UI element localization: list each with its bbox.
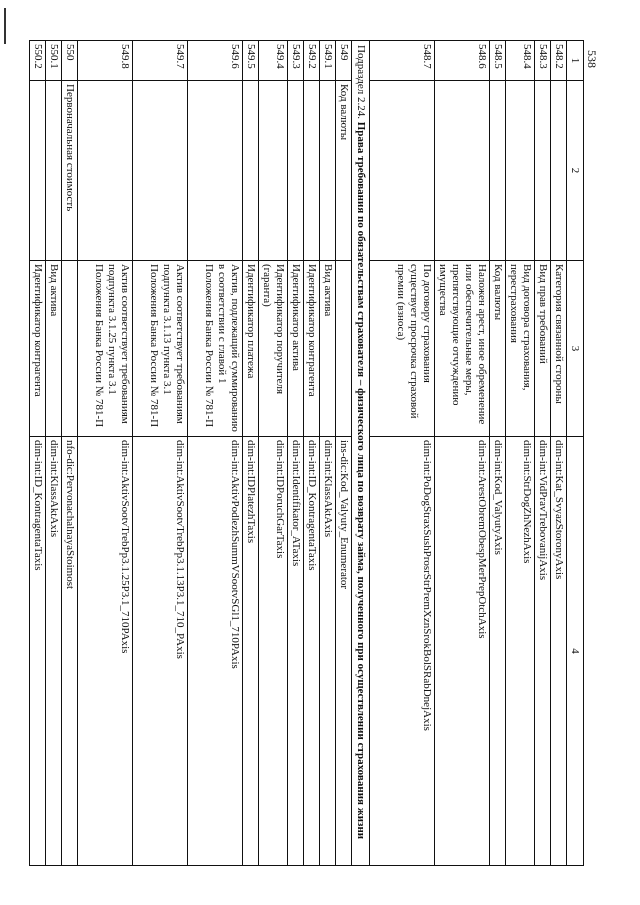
cell-c4: dim-int:VidPravTrebovanijAxis xyxy=(535,437,551,866)
table-row xyxy=(435,41,490,866)
section-title: Права требования по обязательствам страхователя – физического лица по возврату займа, полученного при осуществлении страхования жизни xyxy=(355,121,367,840)
cell-c4: dim-int:PoDogStraxSushProsrStrPremXznSrokBolSRabDnejAxis xyxy=(370,437,435,866)
cell-c1: 550.1 xyxy=(46,41,62,81)
cell-c2 xyxy=(46,81,62,261)
table-body-bottom xyxy=(30,41,352,866)
cell-c4: dim-int:Kod_ValyutyAxis xyxy=(490,437,506,866)
cell-c2 xyxy=(133,81,188,261)
cell-c4: dim-int:KlassAktAxis xyxy=(320,437,336,866)
cell-c4: dim-int:AktivSootvTrebPp3.1.25P3.1_710PAxis xyxy=(78,437,133,866)
cell-c2 xyxy=(30,81,46,261)
col-header-1: 1 xyxy=(567,41,584,81)
col-header-2: 2 xyxy=(567,81,584,261)
cell-c2 xyxy=(288,81,304,261)
cell-c1: 548.4 xyxy=(506,41,535,81)
cell-c2 xyxy=(304,81,320,261)
cell-c3: Вид прав требований xyxy=(535,261,551,437)
cell-c3: Код валюты xyxy=(490,261,506,437)
page-number: 538 xyxy=(585,50,599,68)
cell-c1: 549 xyxy=(336,41,352,81)
cell-c3: Вид актива xyxy=(320,261,336,437)
table-row xyxy=(535,41,551,866)
cell-c1: 549.6 xyxy=(188,41,243,81)
table-row xyxy=(78,41,133,866)
requisites-table xyxy=(29,40,584,866)
cell-c3 xyxy=(62,261,78,437)
cell-c1: 549.2 xyxy=(304,41,320,81)
table-row xyxy=(62,41,78,866)
cell-c3: Актив соответствует требованиям подпункта 3.1.25 пункта 3.1 Положения Банка России № 781-П xyxy=(78,261,133,437)
cell-c4: dim-int:AktivSootvTrebPp3.1.13P3.1_710_PAxis xyxy=(133,437,188,866)
cell-c2: Первоначальная стоимость xyxy=(62,81,78,261)
cell-c1: 550.2 xyxy=(30,41,46,81)
cell-c1: 549.7 xyxy=(133,41,188,81)
cell-c1: 549.1 xyxy=(320,41,336,81)
cell-c3: По договору страхования существует просрочка страховой премии (взноса) xyxy=(370,261,435,437)
cell-c3: Вид актива xyxy=(46,261,62,437)
section-prefix: Подраздел 2.24. xyxy=(355,45,367,122)
cell-c2 xyxy=(435,81,490,261)
table-row xyxy=(288,41,304,866)
cell-c1: 549.8 xyxy=(78,41,133,81)
cell-c3: Идентификатор поручителя (гаранта) xyxy=(259,261,288,437)
cell-c3: Вид договора страхования, перестрахования xyxy=(506,261,535,437)
table-row xyxy=(259,41,288,866)
table-row xyxy=(336,41,352,866)
table-row xyxy=(243,41,259,866)
cell-c4: dim-int:AktivPodlezhSummVSootvSGl1_710PAxis xyxy=(188,437,243,866)
cell-c4: dim-int:Identifikator_ATaxis xyxy=(288,437,304,866)
cell-c3: Идентификатор платежа xyxy=(243,261,259,437)
cell-c2 xyxy=(188,81,243,261)
cell-c4: dim-int:StrDogZhNezhAxis xyxy=(506,437,535,866)
table-row xyxy=(46,41,62,866)
cell-c3: Категория связанной стороны xyxy=(551,261,567,437)
cell-c2 xyxy=(259,81,288,261)
table-row xyxy=(506,41,535,866)
cell-c4: dim-int:ID_KontragentaTaxis xyxy=(30,437,46,866)
cell-c4: dim-int:IDPlatezhTaxis xyxy=(243,437,259,866)
cell-c2 xyxy=(506,81,535,261)
table-row xyxy=(30,41,46,866)
cell-c2: Код валюты xyxy=(336,81,352,261)
cell-c2 xyxy=(78,81,133,261)
margin-bar xyxy=(4,8,6,44)
cell-c1: 548.2 xyxy=(551,41,567,81)
table-row xyxy=(490,41,506,866)
cell-c3: Идентификатор контрагента xyxy=(30,261,46,437)
cell-c2 xyxy=(320,81,336,261)
cell-c1: 550 xyxy=(62,41,78,81)
section-body xyxy=(352,41,370,866)
table-row xyxy=(133,41,188,866)
table-row xyxy=(188,41,243,866)
cell-c4: dim-int:IDPoruchGarTaxis xyxy=(259,437,288,866)
header-row xyxy=(567,41,584,866)
cell-c1: 549.4 xyxy=(259,41,288,81)
rotated-page xyxy=(32,40,584,865)
section-row xyxy=(352,41,370,866)
table-row xyxy=(304,41,320,866)
cell-c1: 549.5 xyxy=(243,41,259,81)
cell-c2 xyxy=(243,81,259,261)
cell-c1: 549.3 xyxy=(288,41,304,81)
cell-c3: Идентификатор актива xyxy=(288,261,304,437)
cell-c3: Актив соответствует требованиям подпункта 3.1.13 пункта 3.1 Положения Банка России № 781-П xyxy=(133,261,188,437)
cell-c4: ins-dic:Kod_Valyuty_Enumerator xyxy=(336,437,352,866)
cell-c4: dim-int:KlassAktAxis xyxy=(46,437,62,866)
cell-c4: dim-int:ID_KontragentaTaxis xyxy=(304,437,320,866)
cell-c2 xyxy=(535,81,551,261)
cell-c3: Идентификатор контрагента xyxy=(304,261,320,437)
cell-c1: 548.3 xyxy=(535,41,551,81)
cell-c4: dim-int:ArestObremObespMerPrepOtchAxis xyxy=(435,437,490,866)
cell-c2 xyxy=(490,81,506,261)
cell-c4: nfo-dic:PervonachalnayaStoimost xyxy=(62,437,78,866)
cell-c2 xyxy=(551,81,567,261)
table-body-top xyxy=(370,41,584,866)
cell-c2 xyxy=(370,81,435,261)
table-row xyxy=(370,41,435,866)
cell-c3: Наложен арест, иное обременение или обеспечительные меры, препятствующие отчуждению имущества xyxy=(435,261,490,437)
cell-c3: Актив, подлежащий суммированию в соответствии с главой 1 Положения Банка России № 781-П xyxy=(188,261,243,437)
table-row xyxy=(551,41,567,866)
section-heading xyxy=(352,41,370,866)
cell-c1: 548.5 xyxy=(490,41,506,81)
cell-c4: dim-int:Kat_SvyazStoronyAxis xyxy=(551,437,567,866)
cell-c1: 548.6 xyxy=(435,41,490,81)
table-row xyxy=(320,41,336,866)
cell-c3 xyxy=(336,261,352,437)
cell-c1: 548.7 xyxy=(370,41,435,81)
col-header-4: 4 xyxy=(567,437,584,866)
col-header-3: 3 xyxy=(567,261,584,437)
